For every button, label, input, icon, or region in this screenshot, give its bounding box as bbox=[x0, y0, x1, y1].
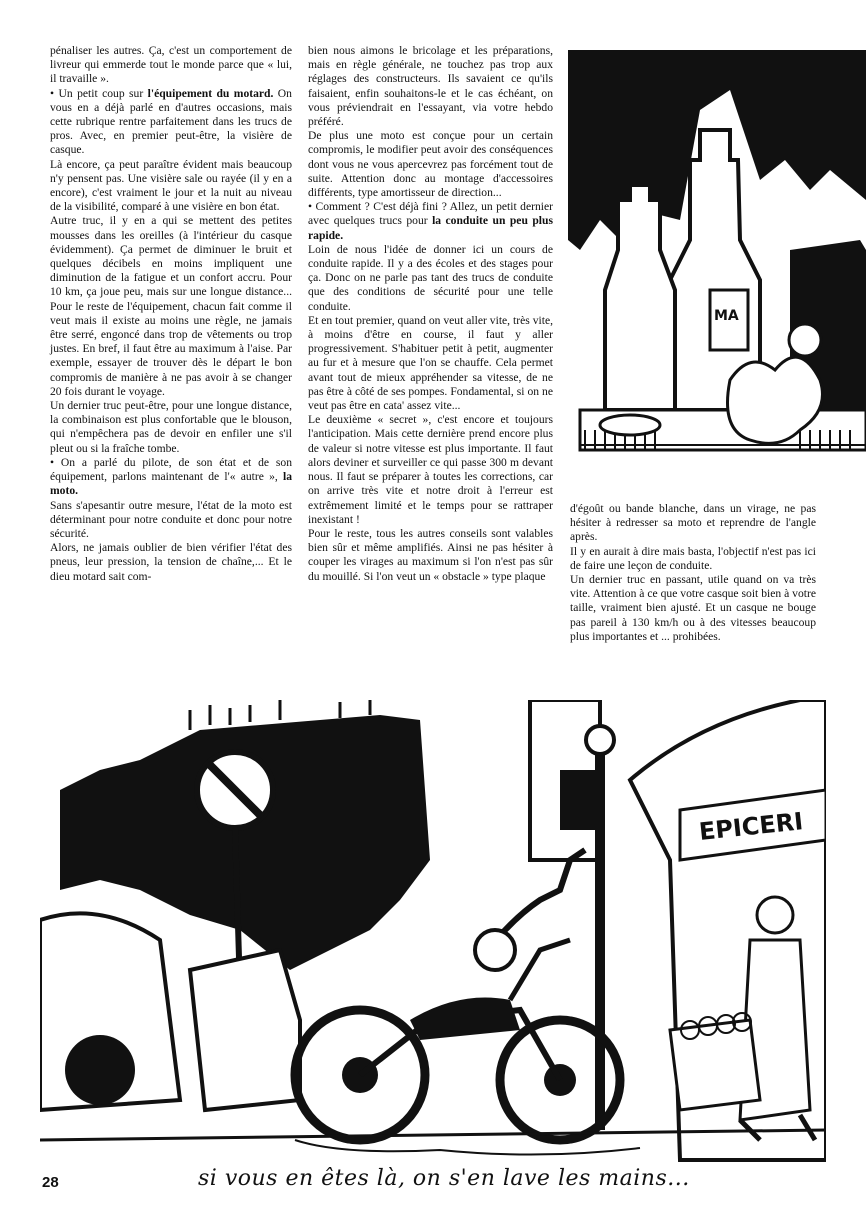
article-column-2 bbox=[308, 44, 553, 584]
cartoon-caption: si vous en êtes là, on s'en lave les mains... bbox=[198, 1166, 690, 1191]
paragraph-text: pénaliser les autres. Ça, c'est un comportement de livreur qui emmerde tout le monde parce que « lui, il travaille ». bbox=[50, 44, 292, 86]
paragraph bbox=[50, 214, 292, 399]
paragraph bbox=[570, 573, 816, 644]
paragraph bbox=[308, 527, 553, 584]
paragraph bbox=[308, 200, 553, 243]
paragraph-text: Un dernier truc en passant, utile quand on va très vite. Attention à ce que votre casque soit bien à votre taille, vraiment bien ajusté. Et un casque ne bouge pas pareil à 130 km/h ou à des vitesses beaucoup plus importantes et ... prohibées. bbox=[570, 573, 816, 643]
page-number: 28 bbox=[42, 1174, 59, 1191]
paragraph-text: Loin de nous l'idée de donner ici un cours de conduite rapide. Il y a des écoles et des stages pour ça. Donc on ne parle pas tant des trucs de conduite que des conditions de sécurité pour une telle conduite. bbox=[308, 242, 553, 313]
paragraph-text: De plus une moto est conçue pour un certain compromis, le modifier peut avoir des conséquences dont vous ne vous apercevrez pas forcément tout de suite. Attention donc au montage d'accessoires différents, type amortisseur de direction... bbox=[308, 129, 553, 200]
paragraph-text: On vous en a déjà parlé en d'autres occasions, mais cette rubrique rentre parfaitement dans les trucs de pros. Avec, en premier peut-être, la visière de casque. bbox=[50, 86, 292, 157]
article-column-3 bbox=[570, 502, 816, 644]
paragraph-lead: • Comment ? C'est déjà fini ? Allez, un petit dernier avec quelques trucs pour bbox=[308, 200, 553, 228]
section-heading: l'équipement du motard. bbox=[147, 86, 274, 100]
paragraph-text: Là encore, ça peut paraître évident mais beaucoup n'y pensent pas. Une visière sale ou rayée (il y en a encore), c'est vraiment le jour et la nuit au niveau de la visibilité, comparé à une visière en bon état. bbox=[50, 157, 292, 214]
article-column-1 bbox=[50, 44, 292, 584]
bottle-label: MA bbox=[714, 308, 739, 324]
paragraph-text: Pour le reste, tous les autres conseils sont valables bien sûr et même amplifiés. Ainsi ne pas hésiter à couper les virages au maximum si l'on n'est pas sûr du mouillé. Si l'on veut un « obstacle » type plaque bbox=[308, 526, 553, 583]
paragraph-text: Il y en aurait à dire mais basta, l'objectif n'est pas ici de faire une leçon de conduite. bbox=[570, 544, 816, 572]
shop-sign: EPICERI bbox=[697, 807, 805, 846]
paragraph bbox=[50, 499, 292, 542]
paragraph bbox=[308, 129, 553, 200]
paragraph bbox=[50, 87, 292, 158]
paragraph bbox=[308, 314, 553, 413]
paragraph-text: Et en tout premier, quand on veut aller vite, très vite, à moins d'être en course, il faut y aller progressivement. S'habituer petit à petit, augmenter au fur et à mesure que l'on se chauffe. Cela permet avant tout de mieux appréhender sa vitesse, de ne pas être à côté de ses pompes. Fondamental, si on ne veut pas être en cata' assez vite... bbox=[308, 313, 553, 413]
section-heading: la conduite un peu plus rapide. bbox=[308, 214, 553, 242]
paragraph bbox=[308, 44, 553, 129]
paragraph bbox=[50, 541, 292, 584]
paragraph-text: Alors, ne jamais oublier de bien vérifier l'état des pneus, leur pression, la tension de chaîne,... Et le dieu motard sait com- bbox=[50, 541, 292, 583]
paragraph-text: d'égoût ou bande blanche, dans un virage, ne pas hésiter à redresser sa moto et reprendre de l'angle après. bbox=[570, 502, 816, 544]
paragraph-lead: • Un petit coup sur bbox=[50, 86, 148, 100]
paragraph bbox=[50, 44, 292, 87]
paragraph-lead: • On a parlé du pilote, de son état et de son équipement, parlons maintenant de l'« autre », bbox=[50, 455, 292, 484]
street-scene-illustration bbox=[40, 700, 826, 1170]
paragraph-text: Autre truc, il y en a qui se mettent des petites mousses dans les oreilles (à l'intérieur du casque évidemment). Ça permet de diminuer le bruit et quelques décibels en moins impliquent une diminution de la fatigue et un confort accru. Pour 10 km, ça joue peu, mais sur une longue distance... Pour le reste de l'équipement, chacun fait comme il veut mais il existe au moins une règle, ne jamais être serré, engoncé dans trop de vêtements ou trop justes. En bref, il faut être au maximum à l'aise. Par exemple, essayer de trouver dès le départ le bon compromis de manière à ne pas avoir à se changer 20 fois durant le voyage. bbox=[50, 214, 292, 398]
section-heading: la moto. bbox=[50, 470, 292, 498]
paragraph bbox=[308, 243, 553, 314]
paragraph bbox=[50, 158, 292, 215]
bottles-illustration bbox=[560, 50, 866, 470]
paragraph-text: bien nous aimons le bricolage et les préparations, mais en règle générale, ne touchez pas trop aux réglages des constructeurs. Ils savaient ce qu'ils faisaient, enfin souhaitons-le et le cas échéant, on vous préviendrait en l'essayant, via votre hebdo préféré. bbox=[308, 44, 553, 129]
paragraph bbox=[570, 545, 816, 573]
paragraph-text: Sans s'apesantir outre mesure, l'état de la moto est déterminant pour notre conduite et donc pour notre sécurité. bbox=[50, 498, 292, 540]
paragraph bbox=[570, 502, 816, 545]
paragraph bbox=[50, 399, 292, 456]
paragraph bbox=[50, 456, 292, 499]
paragraph-text: Un dernier truc peut-être, pour une longue distance, la combinaison est plus confortable que le blouson, qui n'empêchera pas de devoir en enfiler une s'il pleut ou si la fraîche tombe. bbox=[50, 399, 292, 455]
paragraph-text: Le deuxième « secret », c'est encore et toujours l'anticipation. Mais cette dernière prend encore plus de valeur si notre vitesse est plus importante. Il faut alors deviner et surveiller ce qui passe 300 m devant nous. Il faut se préparer à toutes les corrections, car on arrive très vite et notre droit à l'erreur est extrêmement limité et le temps pour se rattraper inexistant ! bbox=[308, 413, 553, 526]
paragraph bbox=[308, 413, 553, 527]
